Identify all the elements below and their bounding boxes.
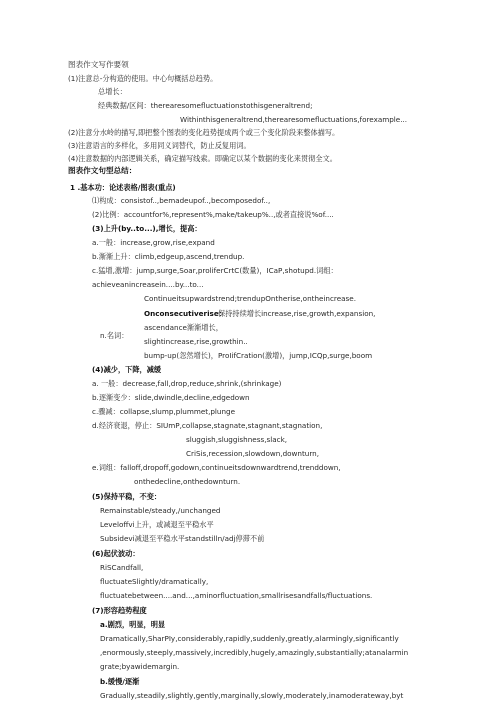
- doc-title: 图表作文写作要领: [68, 60, 129, 69]
- point-1: (1)注意总-分构造的使用。中心句概括总趋势。: [68, 74, 218, 83]
- section-1-composition: ⑴构成：consistof..,bemadeupof..,becomposedof..,: [92, 196, 271, 205]
- decrease-general: a. 一般：decrease,fall,drop,reduce,shrink,(shrinkage): [92, 379, 282, 388]
- rise-noun-3: bump-up(忽然增长)，ProIifCration(激增)，jump,ICQp,surge,boom: [144, 351, 373, 360]
- stable-3: Subsidevi减退至平稳水平standstilln/adj停滞不前: [100, 534, 265, 543]
- fluctuation-1: RiSCandfall,: [100, 563, 144, 572]
- stable-heading: (5)保持平稳，不变：: [92, 492, 162, 501]
- rise-noun-1: ascendance渐渐增长，: [144, 323, 223, 332]
- point-4: (4)注意数据的内部逻辑关系，确定描写线索。即确定以某个数据的变化来贯彻全文。: [68, 154, 337, 163]
- rise-phrase-2: Continueitsupwardstrend;trendupOntherise,ontheincrease.: [144, 294, 357, 303]
- point-2: (2)注意分水岭的描写,即把整个图表的变化趋势提成两个或三个变化阶段来整体描写。: [68, 128, 340, 137]
- rise-noun-2: slightincrease,rise,growthin..: [144, 337, 248, 346]
- rise-surge: c.猛增,激增：jump,surge,Soar,proliferCrtC(数量)，ICaP,shotupd.词组：: [92, 266, 338, 275]
- point-1-sub: 总增长：: [98, 87, 127, 96]
- rise-heading: (3)上升(by..to...),增长，提高：: [92, 224, 202, 233]
- decrease-phrase: e.词组：falloff,dropoff,godown,continueitsdownwardtrend,trenddown,: [92, 463, 341, 472]
- fluctuation-2: fluctuateSlightly/dramatically,: [100, 577, 209, 586]
- rise-consecutive-text: 保持持续增长increase,rise,growth,expansion,: [218, 309, 376, 318]
- degree-sharp-heading: a.剧烈，明显，明显: [100, 620, 166, 629]
- degree-sharp-1: Dramatically,SharPIy,considerably,rapidly,suddenly,greatly,alarmingly,significantly: [100, 634, 399, 643]
- rise-noun-label: n.名词：: [100, 331, 129, 340]
- rise-phrase: achieveanincreasein....by...to...: [92, 280, 204, 289]
- stable-1: Remainstable/steady,/unchanged: [100, 506, 221, 515]
- decrease-heading: (4)减少，下降，减缓: [92, 365, 162, 374]
- point-3: (3)注意语言的多样化，多用同义词替代，防止反复用词。: [68, 141, 251, 150]
- fluctuation-heading: (6)起伏波动：: [92, 549, 140, 558]
- section-1-ratio: (2)比例：accountfor%,represent%,make/takeup%..,或者直接说%of....: [92, 210, 334, 219]
- degree-heading: (7)形容趋势程度: [92, 606, 147, 615]
- degree-slow-heading: b.缓慢/逐渐: [100, 677, 140, 686]
- decrease-gradual: b.逐渐变少：slide,dwindle,decline,edgedown: [92, 393, 250, 402]
- summary-title: 图表作文句型总结：: [68, 166, 137, 175]
- point-1-data: 经典数据/区间：therearesomefluctuationstothisgeneraltrend;: [98, 101, 313, 110]
- degree-sharp-2: ,enormously,steeply,massively,incredibly,hugely,amazingly,substantially;atanalarmin: [100, 648, 409, 657]
- decrease-recession: d.经济衰退，停止：SIUmP,collapse,stagnate,stagnant,stagnation,: [92, 421, 323, 430]
- fluctuation-3: fluctuatebetween....and...,aminorfluctuation,smallrisesandfalls/fluctuations.: [100, 591, 373, 600]
- section-1-heading: 1 .基本功：论述表格/图表(重点): [70, 183, 176, 192]
- rise-gradual: b.渐渐上升：climb,edgeup,ascend,trendup.: [92, 252, 245, 261]
- degree-sharp-3: grate;byawidemargin.: [100, 662, 180, 671]
- degree-slow-1: Gradually,steadily,slightly,gently,marginally,slowly,moderately,inamoderateway,byt: [100, 691, 404, 700]
- point-1-data-2: Withinthisgeneraltrend,therearesomefluctuations,forexample...: [180, 115, 408, 124]
- decrease-phrase-2: onthedecline,onthedownturn.: [134, 477, 241, 486]
- rise-consecutive-label: Onconsecutiverise：: [144, 309, 226, 318]
- stable-2: Leveloffvi上升，或减退至平稳水平: [100, 520, 214, 529]
- decrease-recession-2: sluggish,sluggishness,slack,: [186, 435, 288, 444]
- decrease-recession-3: CriSis,recession,slowdown,downturn,: [186, 449, 320, 458]
- rise-general: a.一般：increase,grow,rise,expand: [92, 238, 215, 247]
- decrease-sharp: c.骤减：collapse,slump,plummet,plunge: [92, 407, 236, 416]
